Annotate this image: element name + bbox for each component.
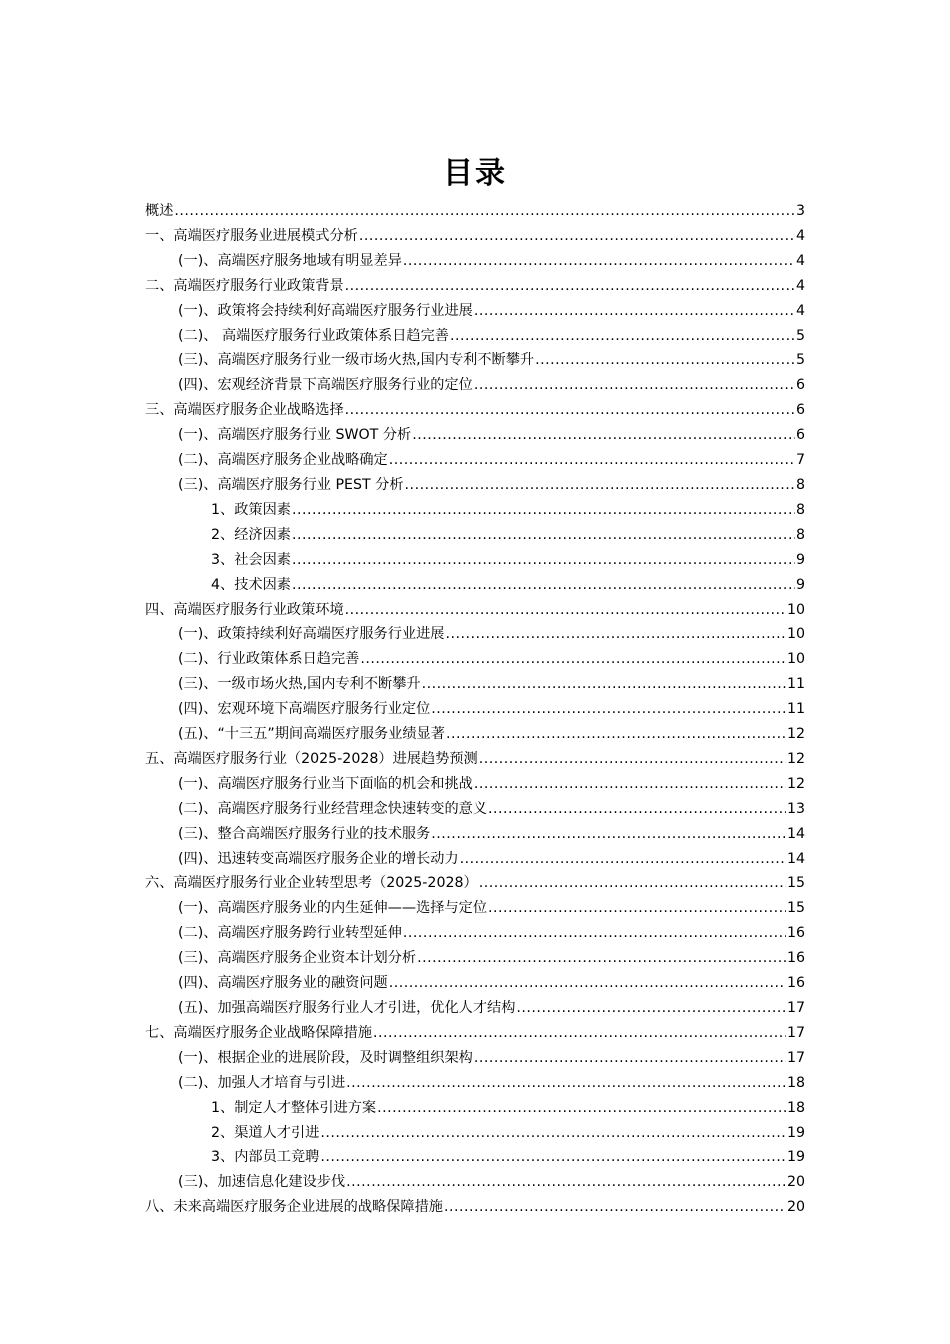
toc-entry[interactable]: [145, 1046, 805, 1071]
toc-dot-leader: [292, 523, 795, 548]
toc-entry-title: 六、高端医疗服务行业企业转型思考（2025-2028）: [145, 875, 478, 892]
toc-entry-title: (四)、宏观经济背景下高端医疗服务行业的定位: [178, 377, 473, 394]
toc-dot-leader: [516, 996, 786, 1021]
toc-entry[interactable]: [145, 1170, 805, 1195]
toc-entry-title: (一)、政策将会持续利好高端医疗服务行业进展: [178, 302, 473, 319]
toc-entry-title: 二、高端医疗服务行业政策背景: [145, 277, 344, 294]
toc-entry[interactable]: [145, 548, 805, 573]
toc-dot-leader: [412, 423, 795, 448]
toc-entry-title: (二)、高端医疗服务企业战略确定: [178, 452, 388, 469]
toc-dot-leader: [389, 448, 795, 473]
toc-page-number: 12: [786, 726, 805, 743]
toc-page-number: 4: [795, 252, 805, 269]
toc-entry-title: (一)、高端医疗服务行业当下面临的机会和挑战: [178, 775, 473, 792]
toc-page-number: 5: [795, 352, 805, 369]
toc-dot-leader: [320, 1121, 786, 1146]
toc-entry-title: (一)、高端医疗服务业的内生延伸——选择与定位: [178, 900, 488, 917]
toc-dot-leader: [405, 473, 795, 498]
toc-page-number: 4: [795, 277, 805, 294]
toc-dot-leader: [389, 971, 786, 996]
toc-dot-leader: [460, 847, 786, 872]
toc-entry-title: 4、技术因素: [211, 576, 291, 593]
toc-entry[interactable]: [145, 996, 805, 1021]
toc-dot-leader: [444, 1195, 786, 1220]
toc-dot-leader: [360, 647, 786, 672]
toc-page-number: 13: [786, 800, 805, 817]
toc-entry[interactable]: [145, 871, 805, 896]
toc-page-number: 20: [786, 1199, 805, 1216]
toc-dot-leader: [488, 896, 786, 921]
toc-dot-leader: [377, 1096, 786, 1121]
toc-entry[interactable]: [145, 249, 805, 274]
toc-dot-leader: [292, 548, 795, 573]
toc-entry[interactable]: [145, 224, 805, 249]
toc-entry[interactable]: [145, 797, 805, 822]
toc-entry-title: (三)、加速信息化建设步伐: [178, 1174, 346, 1191]
toc-entry[interactable]: [145, 1195, 805, 1220]
toc-entry-title: (四)、迅速转变高端医疗服务企业的增长动力: [178, 850, 459, 867]
toc-page-number: 3: [795, 203, 805, 219]
toc-page-number: 6: [795, 377, 805, 394]
toc-entry[interactable]: [145, 523, 805, 548]
toc-entry[interactable]: [145, 772, 805, 797]
toc-page-number: 12: [786, 775, 805, 792]
toc-entry[interactable]: [145, 847, 805, 872]
toc-entry[interactable]: [145, 1145, 805, 1170]
toc-entry[interactable]: [145, 324, 805, 349]
toc-page-number: 6: [795, 427, 805, 444]
toc-page-number: 14: [786, 850, 805, 867]
toc-entry-title: (二)、高端医疗服务跨行业转型延伸: [178, 925, 402, 942]
toc-entry[interactable]: [145, 274, 805, 299]
toc-entry[interactable]: [145, 822, 805, 847]
toc-entry-title: (一)、根据企业的进展阶段，及时调整组织架构: [178, 1049, 473, 1066]
toc-entry-title: (一)、高端医疗服务行业 SWOT 分析: [178, 427, 412, 444]
toc-page-number: 7: [795, 452, 805, 469]
toc-dot-leader: [345, 598, 786, 623]
toc-dot-leader: [346, 1071, 786, 1096]
toc-entry[interactable]: [145, 747, 805, 772]
toc-page-number: 4: [795, 227, 805, 244]
toc-page-number: 10: [786, 651, 805, 668]
toc-page-number: 9: [795, 576, 805, 593]
toc-page-number: 20: [786, 1174, 805, 1191]
toc-dot-leader: [431, 697, 786, 722]
toc-entry-title: (二)、 高端医疗服务行业政策体系日趋完善: [178, 327, 449, 344]
toc-entry-title: (二)、高端医疗服务行业经营理念快速转变的意义: [178, 800, 488, 817]
toc-entry-title: 1、政策因素: [211, 501, 291, 518]
toc-page-number: 5: [795, 327, 805, 344]
toc-page-number: 16: [786, 925, 805, 942]
toc-dot-leader: [535, 348, 795, 373]
toc-entry-title: 1、制定人才整体引进方案: [211, 1099, 377, 1116]
toc-entry-title: 3、内部员工竞聘: [211, 1149, 320, 1166]
toc-entry[interactable]: [145, 573, 805, 598]
toc-dot-leader: [292, 498, 795, 523]
toc-entry[interactable]: [145, 473, 805, 498]
toc-dot-leader: [474, 299, 795, 324]
toc-entry[interactable]: [145, 348, 805, 373]
table-of-contents: [145, 199, 805, 1220]
toc-dot-leader: [174, 199, 795, 224]
toc-entry-title: (三)、一级市场火热,国内专利不断攀升: [178, 676, 421, 693]
toc-entry[interactable]: [145, 946, 805, 971]
toc-entry-title: 3、社会因素: [211, 551, 291, 568]
toc-page-number: 19: [786, 1149, 805, 1166]
toc-entry-title: (二)、加强人才培育与引进: [178, 1074, 346, 1091]
toc-dot-leader: [479, 871, 786, 896]
toc-page-number: 16: [786, 975, 805, 992]
toc-entry-title: 2、经济因素: [211, 526, 291, 543]
toc-page-number: 14: [786, 825, 805, 842]
toc-dot-leader: [431, 822, 786, 847]
toc-page-number: 11: [786, 676, 805, 693]
toc-entry-title: 三、高端医疗服务企业战略选择: [145, 402, 344, 419]
toc-dot-leader: [445, 622, 785, 647]
toc-page-number: 4: [795, 302, 805, 319]
toc-entry[interactable]: [145, 1096, 805, 1121]
toc-entry-title: (三)、高端医疗服务企业资本计划分析: [178, 950, 417, 967]
toc-dot-leader: [417, 946, 786, 971]
toc-page-number: 10: [786, 601, 805, 618]
toc-entry-title: (四)、宏观环境下高端医疗服务行业定位: [178, 701, 431, 718]
toc-dot-leader: [403, 249, 795, 274]
toc-dot-leader: [346, 1170, 786, 1195]
toc-page-number: 10: [786, 626, 805, 643]
toc-dot-leader: [422, 672, 786, 697]
toc-entry-title: (三)、高端医疗服务行业一级市场火热,国内专利不断攀升: [178, 352, 535, 369]
toc-entry-title: (五)、“十三五”期间高端医疗服务业绩显著: [178, 726, 445, 743]
toc-entry-title: 概述: [145, 203, 174, 219]
toc-entry-title: (三)、整合高端医疗服务行业的技术服务: [178, 825, 431, 842]
toc-entry[interactable]: [145, 697, 805, 722]
toc-page-number: 15: [786, 875, 805, 892]
toc-dot-leader: [446, 722, 786, 747]
toc-dot-leader: [292, 573, 795, 598]
toc-entry[interactable]: [145, 622, 805, 647]
toc-entry-title: (五)、加强高端医疗服务行业人才引进，优化人才结构: [178, 1000, 516, 1016]
toc-entry-title: (二)、行业政策体系日趋完善: [178, 651, 360, 668]
toc-page-number: 19: [786, 1124, 805, 1141]
toc-page-number: 8: [795, 476, 805, 493]
toc-page-number: 17: [786, 1000, 805, 1016]
toc-entry-title: (一)、政策持续利好高端医疗服务行业进展: [178, 626, 445, 643]
toc-page-number: 16: [786, 950, 805, 967]
toc-entry[interactable]: [145, 199, 805, 224]
toc-entry-title: 四、高端医疗服务行业政策环境: [145, 601, 344, 618]
toc-entry-title: (四)、高端医疗服务业的融资问题: [178, 975, 388, 992]
toc-dot-leader: [474, 772, 786, 797]
toc-entry[interactable]: [145, 1021, 805, 1046]
toc-entry-title: 七、高端医疗服务企业战略保障措施: [145, 1024, 373, 1041]
toc-page-number: 17: [786, 1049, 805, 1066]
toc-entry-title: (三)、高端医疗服务行业 PEST 分析: [178, 476, 404, 493]
toc-page-number: 15: [786, 900, 805, 917]
toc-entry[interactable]: [145, 896, 805, 921]
toc-entry[interactable]: [145, 971, 805, 996]
toc-dot-leader: [488, 797, 786, 822]
toc-page-number: 17: [786, 1024, 805, 1041]
toc-entry[interactable]: [145, 1121, 805, 1146]
toc-entry[interactable]: [145, 722, 805, 747]
toc-page-number: 8: [795, 526, 805, 543]
toc-dot-leader: [474, 1046, 786, 1071]
toc-entry[interactable]: [145, 398, 805, 423]
toc-dot-leader: [359, 224, 795, 249]
toc-entry[interactable]: [145, 423, 805, 448]
toc-entry-title: 五、高端医疗服务行业（2025-2028）进展趋势预测: [145, 750, 478, 767]
toc-entry[interactable]: [145, 921, 805, 946]
toc-entry[interactable]: [145, 299, 805, 324]
toc-entry-title: 八、未来高端医疗服务企业进展的战略保障措施: [145, 1199, 443, 1216]
toc-dot-leader: [450, 324, 795, 349]
toc-dot-leader: [345, 274, 795, 299]
toc-dot-leader: [373, 1021, 786, 1046]
toc-entry-title: 一、高端医疗服务业进展模式分析: [145, 227, 358, 244]
toc-page-number: 18: [786, 1099, 805, 1116]
toc-dot-leader: [403, 921, 786, 946]
toc-entry[interactable]: [145, 448, 805, 473]
toc-entry[interactable]: [145, 373, 805, 398]
toc-entry[interactable]: [145, 1071, 805, 1096]
toc-dot-leader: [320, 1145, 786, 1170]
toc-page-number: 12: [786, 750, 805, 767]
toc-entry[interactable]: [145, 672, 805, 697]
toc-page-number: 18: [786, 1074, 805, 1091]
toc-dot-leader: [474, 373, 795, 398]
page-title: 目录: [443, 156, 507, 191]
toc-page-number: 6: [795, 402, 805, 419]
toc-dot-leader: [345, 398, 795, 423]
toc-entry-title: (一)、高端医疗服务地域有明显差异: [178, 252, 402, 269]
toc-entry[interactable]: [145, 647, 805, 672]
toc-entry-title: 2、渠道人才引进: [211, 1124, 320, 1141]
toc-page-number: 11: [786, 701, 805, 718]
toc-entry[interactable]: [145, 598, 805, 623]
toc-page-number: 8: [795, 501, 805, 518]
toc-dot-leader: [479, 747, 786, 772]
toc-entry[interactable]: [145, 498, 805, 523]
toc-page-number: 9: [795, 551, 805, 568]
